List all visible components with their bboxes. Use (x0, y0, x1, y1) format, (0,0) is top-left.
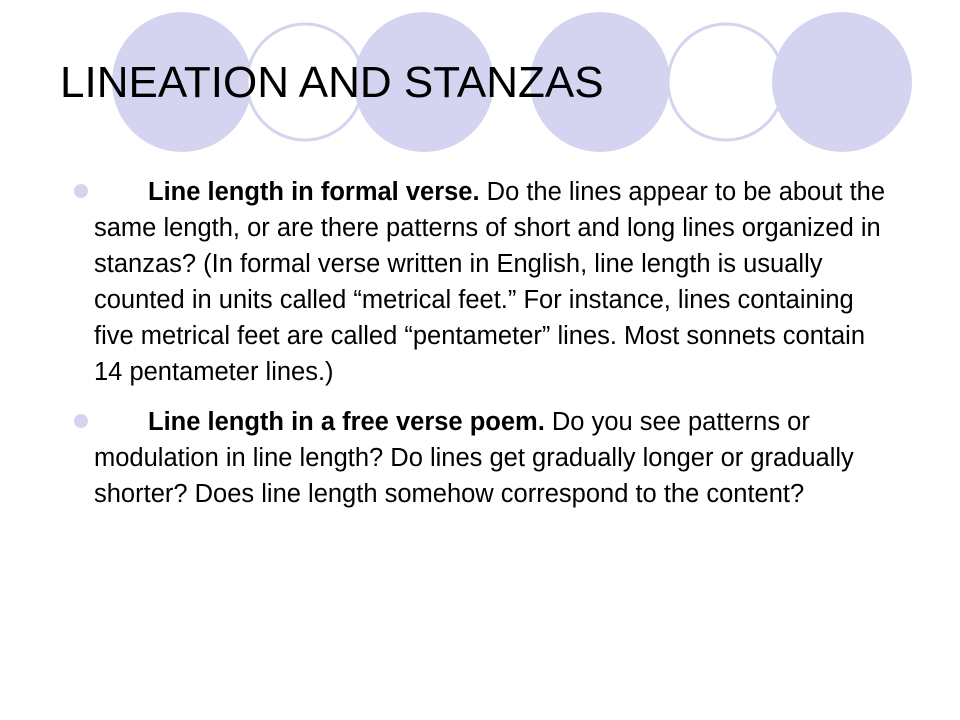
decor-filled-circle-4 (772, 12, 912, 152)
decor-ring-circle-2 (668, 24, 784, 140)
bullet-list (0, 174, 960, 526)
slide-title: LINEATION AND STANZAS (60, 58, 604, 107)
bullet-lead-text: Line length in a free verse poem. (148, 408, 545, 436)
bullet-dot-icon (74, 414, 88, 428)
bullet-item-free-verse (0, 404, 894, 512)
bullet-item-formal-verse (0, 174, 894, 390)
bullet-body-text: Do the lines appear to be about the same length, or are there patterns of short and long lines organized in stanzas? (In formal verse written in English, line length is usually counted in units called “metrical feet.” For instance, lines containing five metrical feet are called “pentameter” lines. Most sonnets contain 14 pentameter lines.) (94, 178, 886, 386)
bullet-body-text: Do you see patterns or modulation in line length? Do lines get gradually longer or gradually shorter? Does line length somehow correspond to the content? (94, 408, 854, 508)
bullet-dot-icon (74, 184, 88, 198)
bullet-lead-text: Line length in formal verse. (148, 178, 480, 206)
